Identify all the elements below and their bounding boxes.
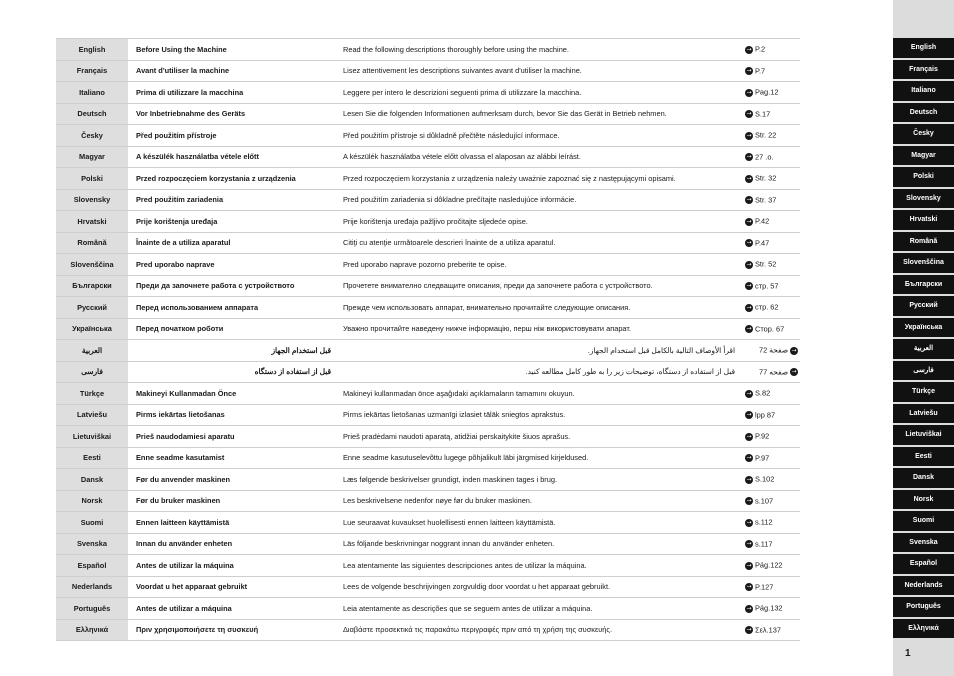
- page-reference-text: lpp 87: [755, 410, 776, 420]
- section-title-cell: Før du anvender maskinen: [129, 469, 340, 491]
- table-row: [56, 168, 800, 190]
- table-row: [56, 189, 800, 211]
- description-cell: Уважно прочитайте наведену нижче інформацію, перш ніж використовувати апарат.: [339, 318, 741, 340]
- side-tab[interactable]: Hrvatski: [893, 210, 954, 230]
- arrow-right-circle-icon: →: [746, 561, 752, 569]
- arrow-right-circle-icon: →: [746, 153, 752, 161]
- side-tab[interactable]: Deutsch: [893, 103, 954, 123]
- table-row: [56, 254, 800, 276]
- page-reference-text: P.42: [755, 217, 770, 227]
- language-name-cell: Hrvatski: [56, 211, 129, 233]
- section-title-cell: Antes de utilizar la máquina: [129, 555, 340, 577]
- page-reference-link[interactable]: [741, 469, 800, 491]
- section-title-cell: Før du bruker maskinen: [129, 490, 340, 512]
- page-reference-link[interactable]: [741, 168, 800, 190]
- arrow-right-circle-icon: →: [791, 368, 797, 376]
- table-row: [56, 82, 800, 104]
- page-reference-text: P.47: [755, 238, 770, 248]
- description-cell: A készülék használatba vétele előtt olvassa el alaposan az alábbi leírást.: [339, 146, 741, 168]
- page-reference-text: Стор. 67: [755, 324, 785, 334]
- side-tab[interactable]: Suomi: [893, 511, 954, 531]
- page-reference-text: s.112: [755, 518, 773, 528]
- section-title-cell: Before Using the Machine: [129, 39, 340, 61]
- side-tab[interactable]: Latviešu: [893, 404, 954, 424]
- arrow-right-circle-icon: →: [746, 239, 752, 247]
- section-title-cell: Prije korištenja uređaja: [129, 211, 340, 233]
- side-tab[interactable]: Español: [893, 554, 954, 574]
- section-title-cell: Enne seadme kasutamist: [129, 447, 340, 469]
- description-cell: Les beskrivelsene nedenfor nøye før du bruker maskinen.: [339, 490, 741, 512]
- page-reference-text: Σελ.137: [755, 625, 781, 635]
- table-row: [56, 211, 800, 233]
- description-cell: Pirms iekārtas lietošanas uzmanīgi izlasiet tālāk sniegtos aprakstus.: [339, 404, 741, 426]
- section-title-cell: Avant d'utiliser la machine: [129, 60, 340, 82]
- section-title-cell: Antes de utilizar a máquina: [129, 598, 340, 620]
- side-tab[interactable]: Dansk: [893, 468, 954, 488]
- arrow-right-circle-icon: →: [746, 497, 752, 505]
- side-tab[interactable]: Eesti: [893, 447, 954, 467]
- page-reference-link[interactable]: [741, 146, 800, 168]
- side-tab[interactable]: Українська: [893, 318, 954, 338]
- page-reference-text: Pág.132: [755, 604, 783, 614]
- page-reference-link[interactable]: [741, 39, 800, 61]
- table-row: [56, 383, 800, 405]
- description-cell: Lea atentamente las siguientes descripciones antes de utilizar la máquina.: [339, 555, 741, 577]
- page-reference-text: Pag.12: [755, 88, 779, 98]
- page-reference-text: S.102: [755, 475, 775, 485]
- arrow-right-circle-icon: →: [746, 411, 752, 419]
- side-tab[interactable]: Română: [893, 232, 954, 252]
- language-name-cell: Русский: [56, 297, 129, 319]
- language-name-cell: Dansk: [56, 469, 129, 491]
- table-row: [56, 361, 800, 383]
- arrow-right-circle-icon: →: [746, 88, 752, 96]
- language-name-cell: Українська: [56, 318, 129, 340]
- arrow-right-circle-icon: →: [746, 196, 752, 204]
- side-tab[interactable]: Italiano: [893, 81, 954, 101]
- page-reference-link[interactable]: [741, 318, 800, 340]
- language-name-cell: Slovenščina: [56, 254, 129, 276]
- language-name-cell: Suomi: [56, 512, 129, 534]
- side-tab[interactable]: Slovensky: [893, 189, 954, 209]
- page-reference-link[interactable]: [741, 383, 800, 405]
- language-name-cell: Nederlands: [56, 576, 129, 598]
- section-title-cell: A készülék használatba vétele előtt: [129, 146, 340, 168]
- language-name-cell: Lietuviškai: [56, 426, 129, 448]
- section-title-cell: قبل استخدام الجهاز: [129, 340, 340, 362]
- arrow-right-circle-icon: →: [791, 346, 797, 354]
- table-row: [56, 232, 800, 254]
- language-name-cell: Français: [56, 60, 129, 82]
- language-name-cell: Česky: [56, 125, 129, 147]
- language-name-cell: Norsk: [56, 490, 129, 512]
- description-cell: Læs følgende beskrivelser grundigt, inden maskinen tages i brug.: [339, 469, 741, 491]
- page-reference-link[interactable]: [741, 189, 800, 211]
- section-title-cell: Prima di utilizzare la macchina: [129, 82, 340, 104]
- language-name-cell: فارسی: [56, 361, 129, 383]
- section-title-cell: Pred uporabo naprave: [129, 254, 340, 276]
- section-title-cell: Înainte de a utiliza aparatul: [129, 232, 340, 254]
- arrow-right-circle-icon: →: [746, 325, 752, 333]
- side-tab[interactable]: Ελληνικά: [893, 619, 954, 639]
- language-name-cell: Italiano: [56, 82, 129, 104]
- table-row: [56, 340, 800, 362]
- table-row: [56, 555, 800, 577]
- section-title-cell: Vor Inbetriebnahme des Geräts: [129, 103, 340, 125]
- page-reference-link[interactable]: [741, 60, 800, 82]
- table-row: [56, 533, 800, 555]
- side-tab[interactable]: Magyar: [893, 146, 954, 166]
- language-name-cell: Español: [56, 555, 129, 577]
- page-reference-text: صفحة 72: [758, 346, 788, 356]
- page-reference-text: P.127: [755, 582, 774, 592]
- arrow-right-circle-icon: →: [746, 518, 752, 526]
- arrow-right-circle-icon: →: [746, 217, 752, 225]
- page-reference-link[interactable]: [741, 598, 800, 620]
- table-row: [56, 297, 800, 319]
- side-tab[interactable]: Lietuviškai: [893, 425, 954, 445]
- page-reference-link[interactable]: [741, 490, 800, 512]
- section-title-cell: Перед использованием аппарата: [129, 297, 340, 319]
- description-cell: Před použitím přístroje si důkladně přečtěte následující informace.: [339, 125, 741, 147]
- side-tab[interactable]: العربية: [893, 339, 954, 359]
- description-cell: Leia atentamente as descrições que se seguem antes de utilizar a máquina.: [339, 598, 741, 620]
- table-body: [56, 39, 800, 641]
- description-cell: Citiţi cu atenţie următoarele descrieri înainte de a utiliza aparatul.: [339, 232, 741, 254]
- description-cell: Lesen Sie die folgenden Informationen aufmerksam durch, bevor Sie das Gerät in Betrieb nehmen.: [339, 103, 741, 125]
- page-reference-text: Str. 52: [755, 260, 777, 270]
- page-reference-link[interactable]: [741, 576, 800, 598]
- table-row: [56, 125, 800, 147]
- page-reference-link[interactable]: [741, 125, 800, 147]
- section-title-cell: Преди да започнете работа с устройството: [129, 275, 340, 297]
- side-tab[interactable]: Polski: [893, 167, 954, 187]
- page-reference-link[interactable]: [741, 254, 800, 276]
- table-row: [56, 60, 800, 82]
- table-row: [56, 490, 800, 512]
- side-tab-list: [893, 38, 954, 640]
- arrow-right-circle-icon: →: [746, 67, 752, 75]
- description-cell: Pred použitím zariadenia si dôkladne prečítajte nasledujúce informácie.: [339, 189, 741, 211]
- arrow-right-circle-icon: →: [746, 604, 752, 612]
- table-row: [56, 39, 800, 61]
- table-row: [56, 512, 800, 534]
- description-cell: Przed rozpoczęciem korzystania z urządzenia należy uważnie zapoznać się z następującymi opisami.: [339, 168, 741, 190]
- section-title-cell: Prieš naudodamiesi aparatu: [129, 426, 340, 448]
- table-row: [56, 318, 800, 340]
- section-title-cell: قبل از استفاده از دستگاه: [129, 361, 340, 383]
- table-row: [56, 619, 800, 641]
- language-name-cell: Magyar: [56, 146, 129, 168]
- section-title-cell: Před použitím přístroje: [129, 125, 340, 147]
- side-tab[interactable]: Русский: [893, 296, 954, 316]
- section-title-cell: Ennen laitteen käyttämistä: [129, 512, 340, 534]
- language-name-cell: Polski: [56, 168, 129, 190]
- page-reference-link[interactable]: [741, 555, 800, 577]
- arrow-right-circle-icon: →: [746, 583, 752, 591]
- page-reference-link[interactable]: [741, 211, 800, 233]
- description-cell: اقرأ الأوصاف التالية بالكامل قبل استخدام الجهاز.: [339, 340, 741, 362]
- description-cell: Read the following descriptions thoroughly before using the machine.: [339, 39, 741, 61]
- side-tab[interactable]: Français: [893, 60, 954, 80]
- side-tab[interactable]: Български: [893, 275, 954, 295]
- description-cell: Prieš pradėdami naudoti aparatą, atidžiai perskaitykite šiuos aprašus.: [339, 426, 741, 448]
- language-name-cell: Türkçe: [56, 383, 129, 405]
- page-reference-link[interactable]: [741, 426, 800, 448]
- arrow-right-circle-icon: →: [746, 389, 752, 397]
- side-tab[interactable]: Norsk: [893, 490, 954, 510]
- page-reference-link[interactable]: [741, 447, 800, 469]
- language-name-cell: Ελληνικά: [56, 619, 129, 641]
- description-cell: Lue seuraavat kuvaukset huolellisesti ennen laitteen käyttämistä.: [339, 512, 741, 534]
- page-reference-text: Str. 37: [755, 195, 777, 205]
- arrow-right-circle-icon: →: [746, 432, 752, 440]
- section-title-cell: Πριν χρησιμοποιήσετε τη συσκευή: [129, 619, 340, 641]
- description-cell: قبل از استفاده از دستگاه، توضیحات زیر را به طور کامل مطالعه کنید.: [339, 361, 741, 383]
- table-row: [56, 404, 800, 426]
- table-row: [56, 598, 800, 620]
- section-title-cell: Voordat u het apparaat gebruikt: [129, 576, 340, 598]
- page-reference-text: стр. 62: [755, 303, 779, 313]
- description-cell: Pred uporabo naprave pozorno preberite te opise.: [339, 254, 741, 276]
- page-reference-text: Str. 22: [755, 131, 777, 141]
- description-cell: Makineyi kullanmadan önce aşağıdaki açıklamaların tamamını okuyun.: [339, 383, 741, 405]
- page-reference-text: صفحه 77: [758, 367, 788, 377]
- page-reference-link[interactable]: [741, 512, 800, 534]
- side-tab[interactable]: Türkçe: [893, 382, 954, 402]
- page-number: 1: [905, 648, 911, 659]
- section-title-cell: Pirms iekārtas lietošanas: [129, 404, 340, 426]
- language-name-cell: Latviešu: [56, 404, 129, 426]
- table-row: [56, 469, 800, 491]
- table-row: [56, 275, 800, 297]
- table-row: [56, 447, 800, 469]
- page-reference-link[interactable]: [741, 619, 800, 641]
- arrow-right-circle-icon: →: [746, 174, 752, 182]
- side-tab[interactable]: Slovenščina: [893, 253, 954, 273]
- side-tab[interactable]: Česky: [893, 124, 954, 144]
- arrow-right-circle-icon: →: [746, 540, 752, 548]
- language-side-panel: [893, 0, 954, 676]
- arrow-right-circle-icon: →: [746, 626, 752, 634]
- table-row: [56, 146, 800, 168]
- arrow-right-circle-icon: →: [746, 45, 752, 53]
- page-reference-text: P.97: [755, 453, 770, 463]
- side-tab[interactable]: English: [893, 38, 954, 58]
- table-row: [56, 576, 800, 598]
- page-reference-text: s.107: [755, 496, 774, 506]
- page-reference-link[interactable]: [741, 297, 800, 319]
- language-name-cell: Eesti: [56, 447, 129, 469]
- table-row: [56, 103, 800, 125]
- description-cell: Prije korištenja uređaja pažljivo pročitajte sljedeće opise.: [339, 211, 741, 233]
- arrow-right-circle-icon: →: [746, 131, 752, 139]
- page-reference-text: s.117: [755, 539, 773, 549]
- language-name-cell: Deutsch: [56, 103, 129, 125]
- arrow-right-circle-icon: →: [746, 454, 752, 462]
- page-reference-text: Pág.122: [755, 561, 783, 571]
- section-title-cell: Pred použitím zariadenia: [129, 189, 340, 211]
- page-reference-link[interactable]: [741, 340, 800, 362]
- arrow-right-circle-icon: →: [746, 260, 752, 268]
- arrow-right-circle-icon: →: [746, 110, 752, 118]
- page-reference-text: Str. 32: [755, 174, 777, 184]
- language-name-cell: Português: [56, 598, 129, 620]
- description-cell: Leggere per intero le descrizioni seguenti prima di utilizzare la macchina.: [339, 82, 741, 104]
- page-reference-text: S.82: [755, 389, 771, 399]
- description-cell: Lisez attentivement les descriptions suivantes avant d'utiliser la machine.: [339, 60, 741, 82]
- section-title-cell: Przed rozpoczęciem korzystania z urządzenia: [129, 168, 340, 190]
- page-reference-link[interactable]: [741, 82, 800, 104]
- side-tab[interactable]: Svenska: [893, 533, 954, 553]
- description-cell: Läs följande beskrivningar noggrant innan du använder enheten.: [339, 533, 741, 555]
- language-name-cell: Română: [56, 232, 129, 254]
- description-cell: Прежде чем использовать аппарат, внимательно прочитайте следующие описания.: [339, 297, 741, 319]
- page-reference-link[interactable]: [741, 275, 800, 297]
- arrow-right-circle-icon: →: [746, 303, 752, 311]
- description-cell: Enne seadme kasutuselevõttu lugege põhjalikult läbi järgmised kirjeldused.: [339, 447, 741, 469]
- page-reference-link[interactable]: [741, 103, 800, 125]
- side-tab[interactable]: Português: [893, 597, 954, 617]
- page-reference-text: S.17: [755, 109, 771, 119]
- section-title-cell: Перед початком роботи: [129, 318, 340, 340]
- page-reference-text: 27 .o.: [755, 152, 774, 162]
- page-reference-link[interactable]: [741, 404, 800, 426]
- page-reference-text: стр. 57: [755, 281, 779, 291]
- language-name-cell: العربية: [56, 340, 129, 362]
- page-reference-text: P.92: [755, 432, 770, 442]
- side-tab[interactable]: فارسی: [893, 361, 954, 381]
- page-reference-link[interactable]: [741, 361, 800, 383]
- arrow-right-circle-icon: →: [746, 475, 752, 483]
- language-index-table: [56, 38, 800, 641]
- language-name-cell: Български: [56, 275, 129, 297]
- page-reference-link[interactable]: [741, 533, 800, 555]
- table-row: [56, 426, 800, 448]
- description-cell: Прочетете внимателно следващите описания, преди да започнете работа с устройството.: [339, 275, 741, 297]
- arrow-right-circle-icon: →: [746, 282, 752, 290]
- side-tab[interactable]: Nederlands: [893, 576, 954, 596]
- language-name-cell: English: [56, 39, 129, 61]
- page-reference-text: P.2: [755, 45, 766, 55]
- section-title-cell: Innan du använder enheten: [129, 533, 340, 555]
- page-reference-text: P.7: [755, 66, 766, 76]
- language-name-cell: Svenska: [56, 533, 129, 555]
- language-name-cell: Slovensky: [56, 189, 129, 211]
- section-title-cell: Makineyi Kullanmadan Önce: [129, 383, 340, 405]
- description-cell: Lees de volgende beschrijvingen zorgvuldig door voordat u het apparaat gebruikt.: [339, 576, 741, 598]
- page-reference-link[interactable]: [741, 232, 800, 254]
- description-cell: Διαβάστε προσεκτικά τις παρακάτω περιγραφές πριν από τη χρήση της συσκευής.: [339, 619, 741, 641]
